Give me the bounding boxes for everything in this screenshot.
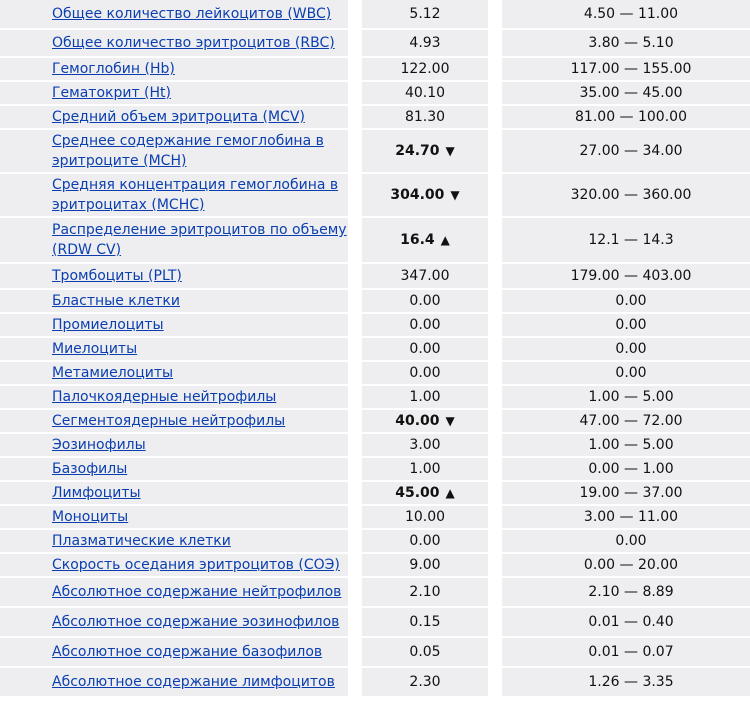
column-gap (488, 130, 502, 174)
column-gap (488, 410, 502, 434)
column-gap (488, 386, 502, 410)
table-row (0, 458, 750, 482)
result-value: 2.30 (409, 674, 441, 690)
result-value-cell (362, 386, 488, 410)
test-name-link[interactable]: Миелоциты (52, 341, 138, 357)
reference-range-cell (502, 338, 750, 362)
table-row (0, 434, 750, 458)
test-name-link[interactable]: Абсолютное содержание нейтрофилов (52, 584, 342, 600)
reference-range: 2.10 — 8.89 (588, 584, 674, 600)
test-name-link[interactable]: Средний объем эритроцита (MCV) (52, 109, 305, 125)
reference-range: 1.26 — 3.35 (588, 674, 674, 690)
test-name-link[interactable]: Промиелоциты (52, 317, 164, 333)
column-gap (488, 506, 502, 530)
result-value: 0.00 (409, 365, 441, 381)
result-value-cell (362, 506, 488, 530)
column-gap (348, 130, 362, 174)
table-row (0, 106, 750, 130)
result-value: 24.70 (395, 143, 440, 159)
reference-range-cell (502, 290, 750, 314)
test-name-cell (0, 608, 348, 638)
result-value-cell (362, 30, 488, 58)
reference-range: 117.00 — 155.00 (570, 61, 692, 77)
table-row (0, 30, 750, 58)
table-row (0, 362, 750, 386)
test-name-link[interactable]: Эозинофилы (52, 437, 146, 453)
test-name-cell (0, 58, 348, 82)
reference-range-cell (502, 314, 750, 338)
column-gap (488, 290, 502, 314)
column-gap (488, 578, 502, 608)
table-row (0, 130, 750, 174)
test-name-cell (0, 290, 348, 314)
column-gap (348, 530, 362, 554)
result-value: 40.10 (404, 85, 446, 101)
result-value: 122.00 (400, 61, 450, 77)
column-gap (488, 668, 502, 698)
column-gap (348, 434, 362, 458)
table-row (0, 410, 750, 434)
reference-range-cell (502, 218, 750, 264)
result-value: 16.4 (400, 232, 435, 248)
column-gap (348, 290, 362, 314)
result-value: 0.00 (409, 341, 441, 357)
reference-range-cell (502, 608, 750, 638)
test-name-cell (0, 410, 348, 434)
column-gap (488, 0, 502, 30)
reference-range-cell (502, 106, 750, 130)
reference-range-cell (502, 58, 750, 82)
result-value-cell (362, 608, 488, 638)
reference-range-cell (502, 130, 750, 174)
arrow-down-icon: ▼ (450, 188, 460, 202)
test-name-link[interactable]: Сегментоядерные нейтрофилы (52, 413, 286, 429)
reference-range: 0.00 — 20.00 (583, 557, 679, 573)
test-name-link[interactable]: Гематокрит (Ht) (52, 85, 171, 101)
test-name-link[interactable]: Базофилы (52, 461, 128, 477)
reference-range: 3.80 — 5.10 (588, 35, 674, 51)
reference-range-cell (502, 458, 750, 482)
test-name-link[interactable]: Лимфоциты (52, 485, 141, 501)
test-name-cell (0, 458, 348, 482)
table-row (0, 578, 750, 608)
column-gap (348, 578, 362, 608)
test-name-cell (0, 338, 348, 362)
reference-range: 12.1 — 14.3 (588, 232, 674, 248)
result-value-cell (362, 578, 488, 608)
column-gap (488, 362, 502, 386)
test-name-cell (0, 106, 348, 130)
table-row (0, 386, 750, 410)
arrow-up-icon: ▲ (440, 233, 450, 247)
column-gap (348, 506, 362, 530)
test-name-cell (0, 668, 348, 698)
reference-range-cell (502, 0, 750, 30)
column-gap (488, 554, 502, 578)
result-value: 347.00 (400, 268, 450, 284)
result-value: 81.30 (404, 109, 446, 125)
test-name-link[interactable]: Среднее содержание гемоглобина в эритроците (MCH) (52, 133, 324, 169)
test-name-cell (0, 578, 348, 608)
table-row (0, 82, 750, 106)
reference-range: 19.00 — 37.00 (579, 485, 683, 501)
column-gap (348, 386, 362, 410)
column-gap (488, 458, 502, 482)
table-row (0, 314, 750, 338)
reference-range: 3.00 — 11.00 (583, 509, 679, 525)
reference-range-cell (502, 174, 750, 218)
reference-range-cell (502, 578, 750, 608)
result-value-cell (362, 434, 488, 458)
column-gap (348, 458, 362, 482)
result-value: 5.12 (409, 6, 441, 22)
result-value: 0.05 (409, 644, 441, 660)
column-gap (488, 106, 502, 130)
test-name-cell (0, 314, 348, 338)
result-value-cell (362, 410, 488, 434)
reference-range: 0.00 (615, 365, 647, 381)
test-name-cell (0, 82, 348, 106)
result-value: 2.10 (409, 584, 441, 600)
reference-range: 35.00 — 45.00 (579, 85, 683, 101)
reference-range-cell (502, 530, 750, 554)
test-name-link[interactable]: Бластные клетки (52, 293, 180, 309)
reference-range: 4.50 — 11.00 (583, 6, 679, 22)
column-gap (488, 58, 502, 82)
column-gap (488, 264, 502, 290)
column-gap (348, 174, 362, 218)
test-name-cell (0, 506, 348, 530)
reference-range-cell (502, 82, 750, 106)
result-value-cell (362, 554, 488, 578)
column-gap (488, 638, 502, 668)
result-value-cell (362, 58, 488, 82)
test-name-cell (0, 218, 348, 264)
result-value-cell (362, 338, 488, 362)
reference-range: 0.00 (615, 341, 647, 357)
result-value: 0.15 (409, 614, 441, 630)
column-gap (488, 174, 502, 218)
arrow-up-icon: ▲ (445, 486, 455, 500)
table-row (0, 668, 750, 698)
result-value: 1.00 (409, 461, 441, 477)
test-name-link[interactable]: Абсолютное содержание лимфоцитов (52, 674, 335, 690)
result-value: 45.00 (395, 485, 440, 501)
test-name-link[interactable]: Общее количество эритроцитов (RBC) (52, 35, 335, 51)
reference-range: 1.00 — 5.00 (588, 389, 674, 405)
test-name-link[interactable]: Метамиелоциты (52, 365, 174, 381)
result-value: 40.00 (395, 413, 440, 429)
result-value-cell (362, 174, 488, 218)
result-value-cell (362, 314, 488, 338)
table-row (0, 264, 750, 290)
reference-range-cell (502, 434, 750, 458)
test-name-link[interactable]: Тромбоциты (PLT) (52, 268, 182, 284)
test-name-cell (0, 264, 348, 290)
test-name-cell (0, 554, 348, 578)
result-value-cell (362, 106, 488, 130)
test-name-link[interactable]: Плазматические клетки (52, 533, 231, 549)
reference-range: 0.01 — 0.40 (588, 614, 674, 630)
column-gap (348, 362, 362, 386)
reference-range: 320.00 — 360.00 (570, 187, 692, 203)
column-gap (348, 410, 362, 434)
column-gap (348, 0, 362, 30)
test-name-link[interactable]: Общее количество лейкоцитов (WBC) (52, 6, 332, 22)
result-value-cell (362, 290, 488, 314)
test-name-cell (0, 638, 348, 668)
reference-range-cell (502, 386, 750, 410)
result-value: 4.93 (409, 35, 441, 51)
reference-range-cell (502, 410, 750, 434)
result-value: 1.00 (409, 389, 441, 405)
table-row (0, 608, 750, 638)
result-value: 0.00 (409, 533, 441, 549)
result-value: 10.00 (404, 509, 446, 525)
reference-range-cell (502, 30, 750, 58)
result-value-cell (362, 264, 488, 290)
test-name-cell (0, 482, 348, 506)
column-gap (348, 608, 362, 638)
reference-range-cell (502, 506, 750, 530)
result-value: 304.00 (390, 187, 445, 203)
test-name-cell (0, 174, 348, 218)
result-value-cell (362, 458, 488, 482)
column-gap (348, 482, 362, 506)
table-row (0, 638, 750, 668)
result-value: 9.00 (409, 557, 441, 573)
column-gap (488, 530, 502, 554)
reference-range: 0.00 (615, 533, 647, 549)
reference-range: 0.00 — 1.00 (588, 461, 674, 477)
result-value-cell (362, 130, 488, 174)
test-name-cell (0, 386, 348, 410)
result-value-cell (362, 218, 488, 264)
reference-range-cell (502, 264, 750, 290)
arrow-down-icon: ▼ (445, 144, 455, 158)
column-gap (348, 106, 362, 130)
table-row (0, 506, 750, 530)
column-gap (348, 218, 362, 264)
reference-range: 179.00 — 403.00 (570, 268, 692, 284)
column-gap (488, 608, 502, 638)
column-gap (348, 264, 362, 290)
table-row (0, 530, 750, 554)
test-name-cell (0, 0, 348, 30)
reference-range: 47.00 — 72.00 (579, 413, 683, 429)
table-row (0, 58, 750, 82)
column-gap (488, 30, 502, 58)
result-value-cell (362, 668, 488, 698)
reference-range: 0.01 — 0.07 (588, 644, 674, 660)
test-name-cell (0, 362, 348, 386)
column-gap (348, 338, 362, 362)
reference-range: 1.00 — 5.00 (588, 437, 674, 453)
reference-range-cell (502, 668, 750, 698)
result-value-cell (362, 638, 488, 668)
test-name-cell (0, 30, 348, 58)
test-name-link[interactable]: Моноциты (52, 509, 129, 525)
test-name-link[interactable]: Гемоглобин (Hb) (52, 61, 175, 77)
column-gap (348, 314, 362, 338)
reference-range-cell (502, 482, 750, 506)
result-value-cell (362, 362, 488, 386)
table-row (0, 482, 750, 506)
column-gap (488, 314, 502, 338)
column-gap (348, 554, 362, 578)
column-gap (488, 434, 502, 458)
result-value: 0.00 (409, 293, 441, 309)
column-gap (488, 218, 502, 264)
reference-range-cell (502, 362, 750, 386)
column-gap (348, 58, 362, 82)
arrow-down-icon: ▼ (445, 414, 455, 428)
test-name-cell (0, 434, 348, 458)
reference-range-cell (502, 638, 750, 668)
column-gap (348, 82, 362, 106)
reference-range: 0.00 (615, 317, 647, 333)
test-name-link[interactable]: Абсолютное содержание эозинофилов (52, 614, 340, 630)
table-row (0, 218, 750, 264)
result-value-cell (362, 0, 488, 30)
column-gap (348, 638, 362, 668)
test-name-link[interactable]: Абсолютное содержание базофилов (52, 644, 323, 660)
table-row (0, 338, 750, 362)
reference-range-cell (502, 554, 750, 578)
column-gap (348, 30, 362, 58)
column-gap (488, 338, 502, 362)
test-name-link[interactable]: Палочкоядерные нейтрофилы (52, 389, 277, 405)
column-gap (348, 668, 362, 698)
table-row (0, 0, 750, 30)
test-name-link[interactable]: Скорость оседания эритроцитов (СОЭ) (52, 557, 340, 573)
table-row (0, 174, 750, 218)
result-value-cell (362, 482, 488, 506)
column-gap (488, 482, 502, 506)
result-value: 0.00 (409, 317, 441, 333)
result-value-cell (362, 530, 488, 554)
result-value: 3.00 (409, 437, 441, 453)
reference-range: 0.00 (615, 293, 647, 309)
table-row (0, 290, 750, 314)
test-name-cell (0, 530, 348, 554)
result-value-cell (362, 82, 488, 106)
reference-range: 81.00 — 100.00 (575, 109, 687, 125)
column-gap (488, 82, 502, 106)
test-name-cell (0, 130, 348, 174)
test-name-link[interactable]: Распределение эритроцитов по объему (RDW CV) (52, 222, 347, 258)
reference-range: 27.00 — 34.00 (579, 143, 683, 159)
table-row (0, 554, 750, 578)
test-name-link[interactable]: Средняя концентрация гемоглобина в эритроцитах (MCHC) (52, 177, 339, 213)
